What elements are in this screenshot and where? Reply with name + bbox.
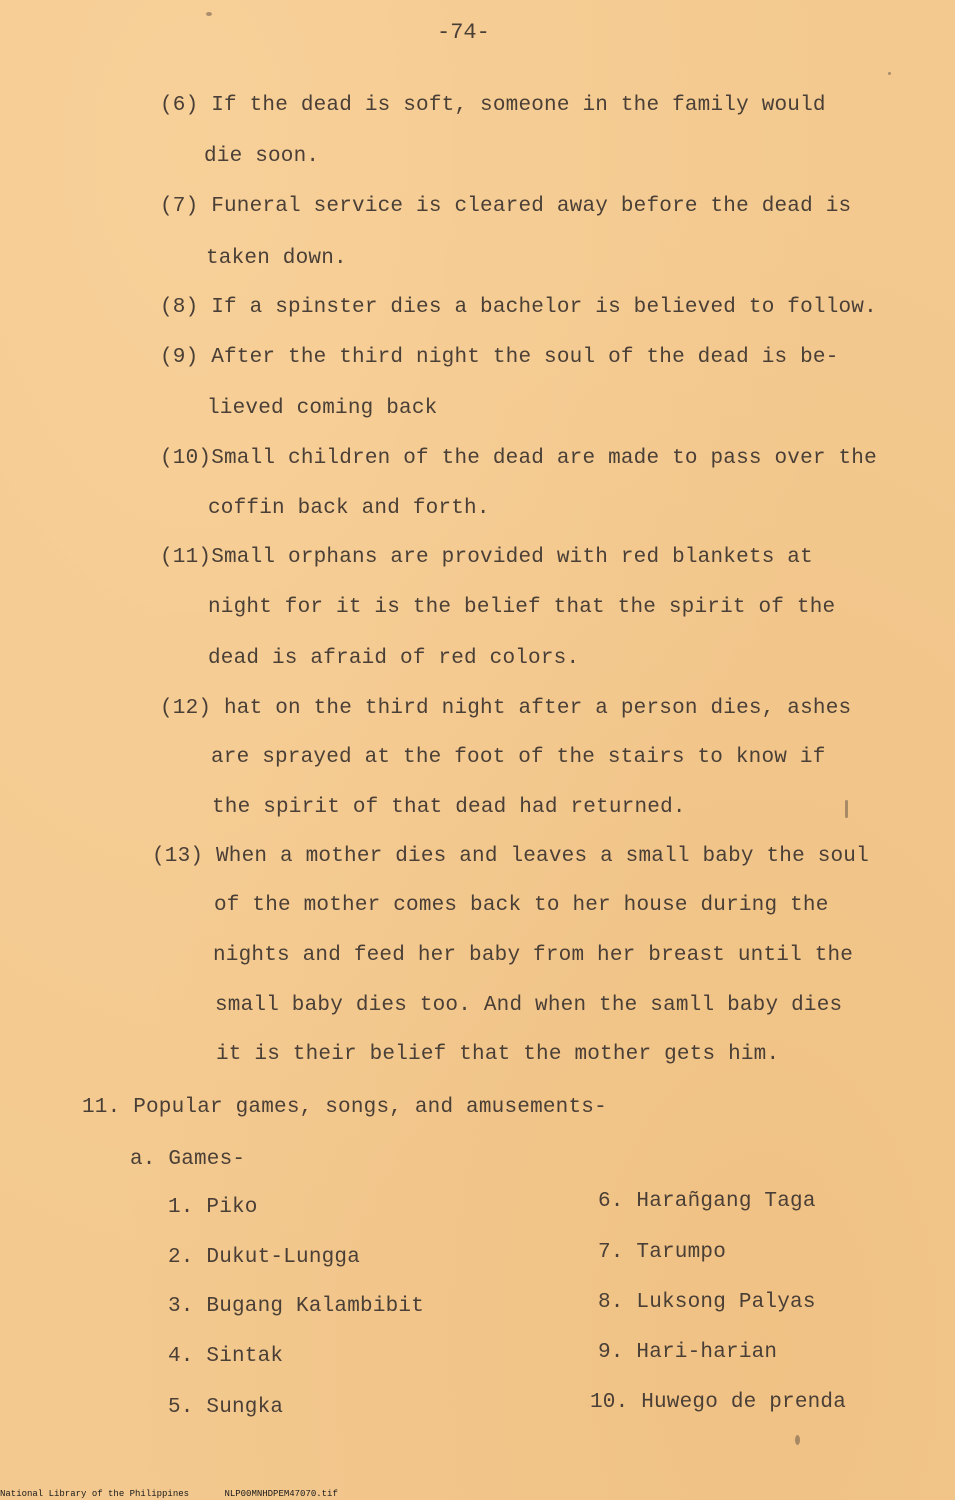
scan-footer — [0, 1488, 368, 1500]
game-item: 9. Hari-harian — [598, 1341, 778, 1364]
subsection-heading: a. Games- — [130, 1148, 246, 1171]
item-12-line-1: (12) hat on the third night after a person dies, ashes — [160, 697, 852, 720]
game-item: 8. Luksong Palyas — [598, 1291, 816, 1314]
item-11-line-2: night for it is the belief that the spirit of the — [208, 596, 836, 619]
item-9-line-2: lieved coming back — [207, 397, 438, 420]
item-13-line-5: it is their belief that the mother gets him. — [216, 1043, 780, 1066]
paper-speck — [795, 1435, 800, 1445]
item-6-line-1: (6) If the dead is soft, someone in the family would — [160, 94, 826, 117]
item-10-line-2: coffin back and forth. — [208, 497, 490, 520]
item-7-line-2: taken down. — [206, 247, 347, 270]
item-11-line-1: (11)Small orphans are provided with red blankets at — [160, 546, 813, 569]
section-heading: 11. Popular games, songs, and amusements- — [82, 1096, 607, 1119]
paper-speck — [888, 72, 891, 75]
item-8-line-1: (8) If a spinster dies a bachelor is believed to follow. — [160, 296, 877, 319]
game-item: 7. Tarumpo — [598, 1241, 727, 1264]
item-13-line-2: of the mother comes back to her house during the — [214, 894, 829, 917]
item-13-line-4: small baby dies too. And when the samll baby dies — [215, 994, 843, 1017]
footer-filename: NLP00MNHDPEM47070.tif — [224, 1489, 338, 1499]
game-item: 3. Bugang Kalambibit — [168, 1295, 425, 1318]
paper-speck — [206, 12, 212, 16]
footer-source: National Library of the Philippines — [0, 1489, 190, 1499]
game-item: 10. Huwego de prenda — [590, 1391, 847, 1414]
item-11-line-3: dead is afraid of red colors. — [208, 647, 580, 670]
item-12-line-2: are sprayed at the foot of the stairs to know if — [211, 746, 826, 769]
page-number: -74- — [437, 20, 490, 45]
game-item: 4. Sintak — [168, 1345, 284, 1368]
item-13-line-3: nights and feed her baby from her breast until the — [213, 944, 854, 967]
item-9-line-1: (9) After the third night the soul of the dead is be- — [160, 346, 839, 369]
item-12-line-3: the spirit of that dead had returned. — [212, 796, 686, 819]
game-item: 1. Piko — [168, 1196, 258, 1219]
game-item: 5. Sungka — [168, 1396, 284, 1419]
item-6-line-2: die soon. — [204, 145, 320, 168]
game-item: 2. Dukut-Lungga — [168, 1246, 361, 1269]
paper-speck — [845, 800, 848, 818]
item-7-line-1: (7) Funeral service is cleared away before the dead is — [160, 195, 852, 218]
item-10-line-1: (10)Small children of the dead are made to pass over the — [160, 447, 877, 470]
item-13-line-1: (13) When a mother dies and leaves a small baby the soul — [152, 845, 869, 868]
game-item: 6. Harañgang Taga — [598, 1190, 816, 1213]
